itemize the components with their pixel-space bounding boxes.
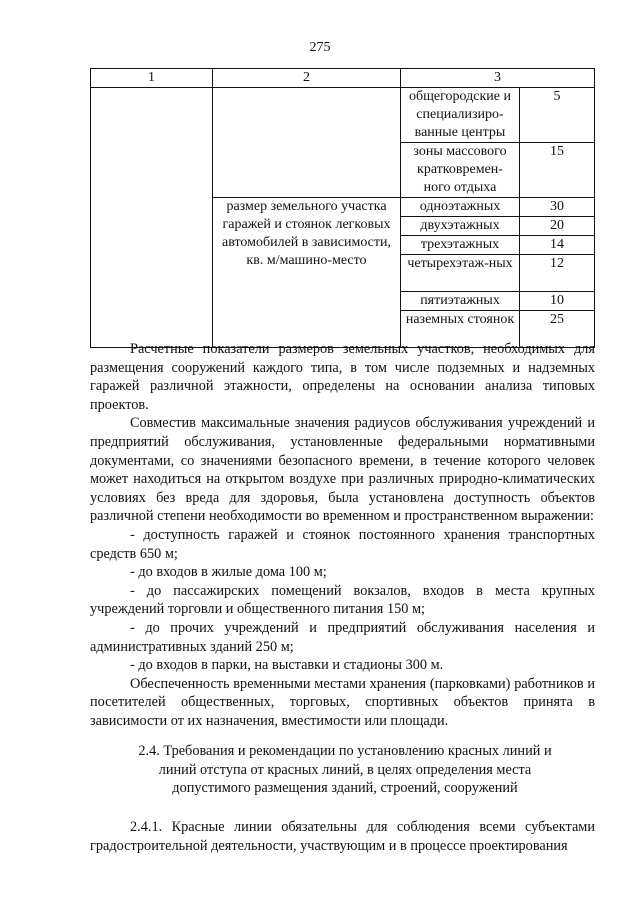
table-cell-value: 5 [520, 88, 595, 143]
table-header-row [91, 69, 595, 88]
table-cell-value: 25 [520, 311, 595, 348]
body-text [90, 340, 595, 730]
table-cell-value: 20 [520, 217, 595, 236]
parking-area-table [90, 68, 595, 348]
table-cell-label: двухэтажных [401, 217, 520, 236]
body-text [90, 818, 595, 855]
list-item: - до входов в парки, на выставки и стадионы 300 м. [130, 657, 444, 674]
paragraph: 2.4.1. Красные линии обязательны для соблюдения всеми субъектами градостроительной деятельности, участвующим и в процессе проектирования [90, 819, 595, 854]
paragraph: Обеспеченность временными местами хранения (парковками) работников и посетителей общественных, торговых, спортивных объектов принята в зависимости от их назначения, вместимости или площади. [90, 675, 595, 729]
page-number: 275 [309, 40, 331, 55]
table-cell-label: общегородские и специализиро-ванные центры [401, 88, 520, 143]
table-cell-label: четырехэтаж-ных [401, 255, 520, 292]
list-item: - до входов в жилые дома 100 м; [130, 564, 327, 581]
paragraph: Совместив максимальные значения радиусов обслуживания учреждений и предприятий обслуживания, установленные федеральными нормативными документами, со значениями безопасного времени, в течение которого человек может находиться на открытом воздухе при различных природно-климатических условиях без вреда для здоровья, была установлена доступность объектов различной степени необходимости во временном и пространственном выражении: [90, 415, 595, 525]
table-cell-value: 14 [520, 236, 595, 255]
paragraph: Расчетные показатели размеров земельных участков, необходимых для размещения сооружений каждого типа, в том числе подземных и надземных гаражей различной этажности, определены на основании анализа типовых проектов. [90, 341, 595, 413]
table-cell-label: одноэтажных [401, 198, 520, 217]
table-cell-value: 10 [520, 292, 595, 311]
table-cell-label: зоны массового кратковремен-ного отдыха [401, 143, 520, 198]
table-cell-label: трехэтажных [401, 236, 520, 255]
list-item: - до прочих учреждений и предприятий обслуживания населения и административных зданий 250 м; [90, 619, 595, 655]
table-cell-label: наземных стоянок [401, 311, 520, 348]
table-header-col2: 2 [213, 69, 401, 88]
table-col1-cell [91, 88, 213, 348]
table-row [91, 88, 595, 143]
table-cell-label: пятиэтажных [401, 292, 520, 311]
table-cell-value: 15 [520, 143, 595, 198]
table-cell-value: 30 [520, 198, 595, 217]
section-heading: 2.4. Требования и рекомендации по установлению красных линий и линий отступа от красных линий, в целях определения места допустимого размещения зданий, строений, сооружений [138, 743, 552, 797]
table-header-col3: 3 [401, 69, 595, 88]
table-cell-value: 12 [520, 255, 595, 292]
list-item: - до пассажирских помещений вокзалов, входов в места крупных учреждений торговли и общественного питания 150 м; [90, 582, 595, 618]
list-item: - доступность гаражей и стоянок постоянного хранения транспортных средств 650 м; [90, 526, 595, 562]
table-col2-empty [213, 88, 401, 198]
table-col2-description: размер земельного участка гаражей и стоянок легковых автомобилей в зависимости, кв. м/машино-место [213, 198, 401, 348]
table-header-col1: 1 [91, 69, 213, 88]
